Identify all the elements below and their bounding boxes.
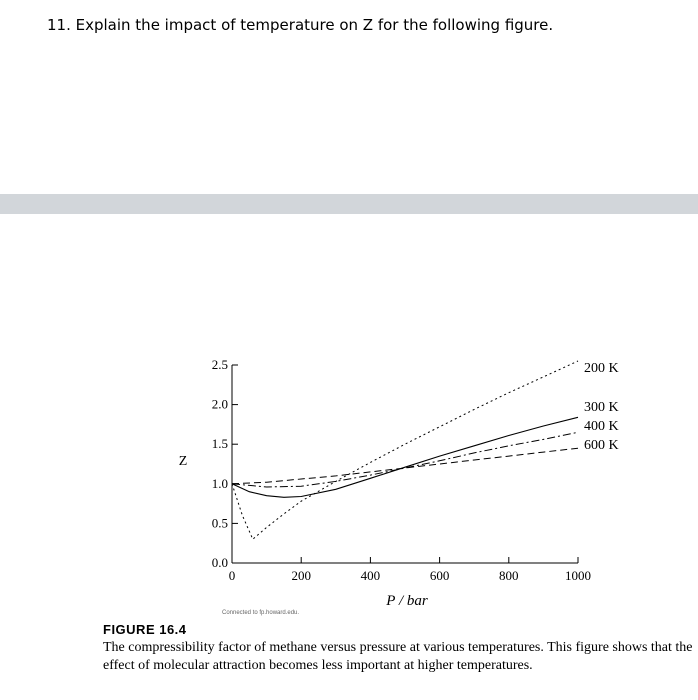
- x-tick-label: 200: [291, 568, 311, 583]
- series-label: 200 K: [584, 361, 619, 376]
- chart-series: [232, 361, 578, 539]
- x-axis-label: P / bar: [386, 593, 428, 609]
- chart-axes: [212, 357, 591, 583]
- y-tick-label: 1.5: [211, 436, 228, 452]
- series-line-200k: [232, 361, 578, 539]
- series-label: 600 K: [584, 438, 619, 453]
- y-tick-label: 2.5: [211, 357, 228, 372]
- y-tick-label: 0.0: [211, 555, 228, 570]
- y-axis-label: Z: [178, 454, 188, 469]
- series-line-600k: [232, 448, 578, 484]
- x-tick-label: 1000: [565, 568, 591, 583]
- y-tick-label: 0.5: [211, 515, 228, 531]
- series-label: 400 K: [584, 419, 619, 434]
- watermark-text: Connected to fp.howard.edu.: [222, 610, 300, 616]
- y-tick-label: 1.0: [211, 475, 228, 491]
- figure-caption: The compressibility factor of methane versus pressure at various temperatures. This figure shows that the effect of molecular attraction becomes less important at higher temperatures.: [103, 640, 693, 673]
- figure-label: FIGURE 16.4: [103, 622, 187, 637]
- series-label: 300 K: [584, 400, 619, 415]
- x-tick-label: 600: [429, 568, 450, 583]
- series-line-300k: [232, 417, 578, 497]
- z-vs-pressure-chart: [0, 330, 698, 610]
- x-tick-label: 0: [228, 568, 236, 583]
- question-text: 11. Explain the impact of temperature on Z for the following figure.: [47, 16, 554, 34]
- section-divider: [0, 194, 698, 214]
- x-tick-label: 400: [360, 568, 381, 583]
- series-line-400k: [232, 432, 578, 487]
- x-tick-label: 800: [499, 568, 519, 583]
- y-tick-label: 2.0: [211, 396, 228, 412]
